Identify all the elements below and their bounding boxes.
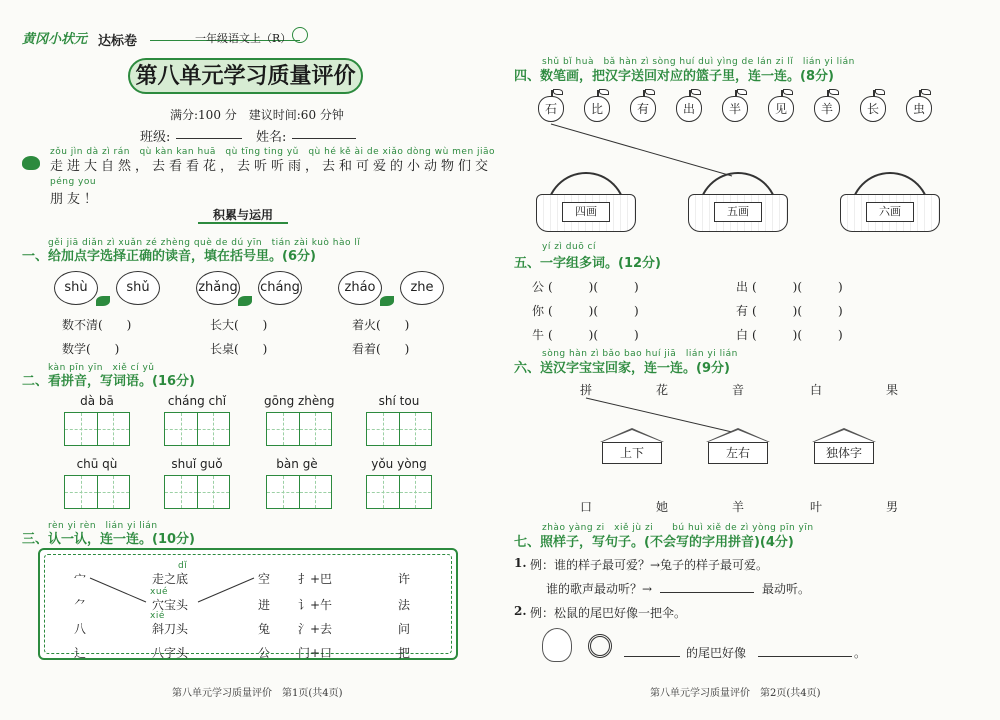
radical[interactable]: ⺈ — [74, 598, 87, 612]
leaf-icon — [96, 296, 110, 306]
pinyin-bubble: shù — [54, 271, 98, 305]
radical-name-pinyin: xué — [150, 587, 169, 597]
q5-pinyin: yí zì duō cí — [542, 242, 597, 252]
q5-char: 牛 — [532, 328, 545, 342]
name-field[interactable] — [292, 124, 356, 139]
q1-item[interactable]: 着火( ) — [352, 318, 410, 332]
q5-char: 有 — [736, 304, 749, 318]
q4-connector-line — [500, 120, 1000, 180]
grade-label: 一年级语文上（R） — [195, 32, 292, 45]
apple-char[interactable]: 虫 — [906, 96, 932, 122]
combo-result[interactable]: 把 — [398, 646, 411, 660]
apple-char[interactable]: 见 — [768, 96, 794, 122]
q2-pinyin-word: dà bā — [80, 394, 114, 408]
class-label: 班级: — [140, 130, 171, 145]
char-combo[interactable]: 氵+去 — [298, 622, 333, 636]
writing-grid[interactable] — [164, 412, 230, 446]
radical[interactable]: 宀 — [74, 572, 87, 586]
q1-pinyin: gěi jiā diǎn zì xuǎn zé zhèng què de dú yīn tián zài kuò hào lǐ — [48, 238, 361, 248]
apple-char[interactable]: 有 — [630, 96, 656, 122]
q7-prompt-1: 谁的歌声最动听？→ — [546, 582, 653, 596]
q5-answer[interactable]: ( )( ) — [752, 304, 843, 318]
q7-title: 七、照样子，写句子。(不会写的字用拼音)(4分) — [514, 535, 794, 550]
q5-answer[interactable]: ( )( ) — [548, 304, 639, 318]
combo-result[interactable]: 法 — [398, 598, 411, 612]
example-char[interactable]: 进 — [258, 598, 271, 612]
apple-char[interactable]: 比 — [584, 96, 610, 122]
exam-meta: 满分:100 分 建议时间:60 分钟 — [170, 108, 344, 122]
basket[interactable] — [840, 172, 940, 234]
pinyin-bubble: zháo — [338, 271, 382, 305]
writing-grid[interactable] — [366, 412, 432, 446]
q7-pinyin: zhào yàng zi xiě jù zi bú huì xiě de zì yòng pīn yīn — [542, 523, 814, 533]
q7-tail-1: 最动听。 — [762, 582, 811, 596]
q6-char[interactable]: 叶 — [810, 500, 823, 514]
q4-pinyin: shǔ bǐ huà bǎ hàn zì sòng huí duì yìng de lán zi lǐ lián yi lián — [542, 57, 855, 67]
q2-pinyin: kàn pīn yīn xiě cí yǔ — [48, 363, 155, 373]
writing-grid[interactable] — [64, 475, 130, 509]
q6-title: 六、送汉字宝宝回家，连一连。(9分) — [514, 361, 730, 376]
pinyin-bubble: cháng — [258, 271, 302, 305]
swirl-icon — [292, 27, 308, 43]
q7-example-2: 例：松鼠的尾巴好像一把伞。 — [530, 606, 687, 620]
q6-char[interactable]: 白 — [810, 383, 823, 397]
section-heading: 积累与运用 — [198, 206, 288, 224]
q6-char[interactable]: 花 — [656, 383, 669, 397]
q6-char[interactable]: 男 — [886, 500, 899, 514]
house-label: 左右 — [708, 442, 768, 464]
house-label: 上下 — [602, 442, 662, 464]
char-combo[interactable]: 门+口 — [298, 646, 333, 660]
radical[interactable]: 辶 — [74, 646, 87, 660]
class-field[interactable] — [176, 124, 242, 139]
apple-char[interactable]: 出 — [676, 96, 702, 122]
q5-answer[interactable]: ( )( ) — [548, 328, 639, 342]
name-label: 姓名: — [256, 130, 287, 145]
apple-char[interactable]: 石 — [538, 96, 564, 122]
q7-example-1: 例：谁的样子最可爱？→兔子的样子最可爱。 — [530, 558, 769, 572]
q6-char[interactable]: 果 — [886, 383, 899, 397]
radical-name[interactable]: 走之底 — [152, 572, 189, 586]
combo-result[interactable]: 许 — [398, 572, 411, 586]
basket[interactable] — [688, 172, 788, 234]
combo-result[interactable]: 问 — [398, 622, 411, 636]
page-title: 第八单元学习质量评价 — [128, 58, 363, 94]
radical-name-pinyin: dǐ — [178, 561, 188, 571]
q5-char: 出 — [736, 280, 749, 294]
writing-grid[interactable] — [266, 475, 332, 509]
example-char[interactable]: 兔 — [258, 622, 271, 636]
writing-grid[interactable] — [64, 412, 130, 446]
q5-title: 五、一字组多词。(12分) — [514, 256, 661, 271]
pinyin-bubble: zhe — [400, 271, 444, 305]
basket-label: 五画 — [714, 202, 762, 222]
q1-item[interactable]: 长桌( ) — [210, 342, 268, 356]
basket-label: 四画 — [562, 202, 610, 222]
q7-answer-2b[interactable] — [758, 642, 852, 657]
q1-item[interactable]: 数学( ) — [62, 342, 120, 356]
char-house[interactable] — [600, 428, 664, 464]
q7-end-2: 。 — [854, 646, 867, 660]
q2-pinyin-word: shuǐ guǒ — [171, 457, 223, 471]
radical[interactable]: 八 — [74, 622, 87, 636]
writing-grid[interactable] — [164, 475, 230, 509]
page-footer: 第八单元学习质量评价 第1页(共4页) — [172, 688, 343, 699]
radical-name-pinyin: xié — [150, 611, 165, 621]
q5-answer[interactable]: ( )( ) — [752, 280, 843, 294]
brand-logo: 黄冈小状元 — [22, 32, 88, 47]
basket-label: 六画 — [866, 202, 914, 222]
q5-char: 白 — [736, 328, 749, 342]
radical-name[interactable]: 穴宝头 — [152, 598, 189, 612]
intro-text-2: 朋友！ — [50, 192, 102, 207]
pinyin-bubble: shǔ — [116, 271, 160, 305]
q7-answer-2a[interactable] — [624, 642, 680, 657]
char-house[interactable] — [706, 428, 770, 464]
q3-pinyin: rèn yi rèn lián yi lián — [48, 521, 158, 531]
q5-char: 你 — [532, 304, 545, 318]
leaf-icon — [238, 296, 252, 306]
radical-name[interactable]: 八字头 — [152, 646, 189, 660]
example-char[interactable]: 公 — [258, 646, 271, 660]
q2-pinyin-word: cháng chǐ — [167, 394, 227, 408]
char-combo[interactable]: 讠+午 — [298, 598, 333, 612]
q5-char: 公 — [532, 280, 545, 294]
apple-char[interactable]: 羊 — [814, 96, 840, 122]
apple-char[interactable]: 半 — [722, 96, 748, 122]
house-label: 独体字 — [814, 442, 874, 464]
q3-connector-lines — [38, 548, 458, 660]
intro-pinyin: zǒu jìn dà zì rán qù kàn kan huā qù tīng ting yǔ qù hé kě ài de xiǎo dòng wù men jiāo — [50, 147, 496, 157]
q1-item[interactable]: 长大( ) — [210, 318, 268, 332]
page-footer: 第八单元学习质量评价 第2页(共4页) — [650, 688, 821, 699]
brand-sub: 达标卷 — [98, 34, 138, 49]
q1-title: 一、给加点字选择正确的读音，填在括号里。(6分) — [22, 249, 316, 264]
q6-pinyin: sòng hàn zì bǎo bao huí jiā lián yi lián — [542, 349, 738, 359]
q7-answer-1[interactable] — [660, 578, 754, 593]
q6-char[interactable]: 口 — [580, 500, 593, 514]
right-page — [500, 0, 1000, 720]
example-char[interactable]: 空 — [258, 572, 271, 586]
intro-pinyin-2: péng you — [50, 177, 97, 187]
intro-text: 走进大自然，去看看花，去听听雨，去和可爱的小动物们交 — [50, 159, 493, 174]
leaf-icon — [380, 296, 394, 306]
q1-item[interactable]: 看着( ) — [352, 342, 410, 356]
basket[interactable] — [536, 172, 636, 234]
q6-char[interactable]: 音 — [732, 383, 745, 397]
tail-icon — [588, 634, 612, 658]
q4-title: 四、数笔画，把汉字送回对应的篮子里，连一连。(8分) — [514, 69, 834, 84]
radical-name[interactable]: 斜刀头 — [152, 622, 189, 636]
q6-char[interactable]: 她 — [656, 500, 669, 514]
q7-num: 2. — [514, 604, 527, 618]
char-house[interactable] — [812, 428, 876, 464]
q3-title: 三、认一认，连一连。(10分) — [22, 532, 195, 547]
q6-char[interactable]: 拼 — [580, 383, 593, 397]
q1-item[interactable]: 数不清( ) — [62, 318, 132, 332]
bird-icon — [22, 156, 40, 170]
pinyin-bubble: zhǎng — [196, 271, 240, 305]
q5-answer[interactable]: ( )( ) — [752, 328, 843, 342]
q6-char[interactable]: 羊 — [732, 500, 745, 514]
q2-pinyin-word: gōng zhèng — [264, 394, 335, 408]
q2-pinyin-word: chū qù — [76, 457, 118, 471]
q7-mid-2: 的尾巴好像 — [686, 646, 747, 660]
q2-pinyin-word: shí tou — [378, 394, 420, 408]
apple-char[interactable]: 长 — [860, 96, 886, 122]
writing-grid[interactable] — [366, 475, 432, 509]
writing-grid[interactable] — [266, 412, 332, 446]
char-combo[interactable]: 扌+巴 — [298, 572, 333, 586]
q2-pinyin-word: bàn gè — [276, 457, 318, 471]
q2-title: 二、看拼音，写词语。(16分) — [22, 374, 195, 389]
q2-pinyin-word: yǒu yòng — [371, 457, 427, 471]
q7-num: 1. — [514, 556, 527, 570]
q5-answer[interactable]: ( )( ) — [548, 280, 639, 294]
monkey-icon — [542, 628, 572, 662]
